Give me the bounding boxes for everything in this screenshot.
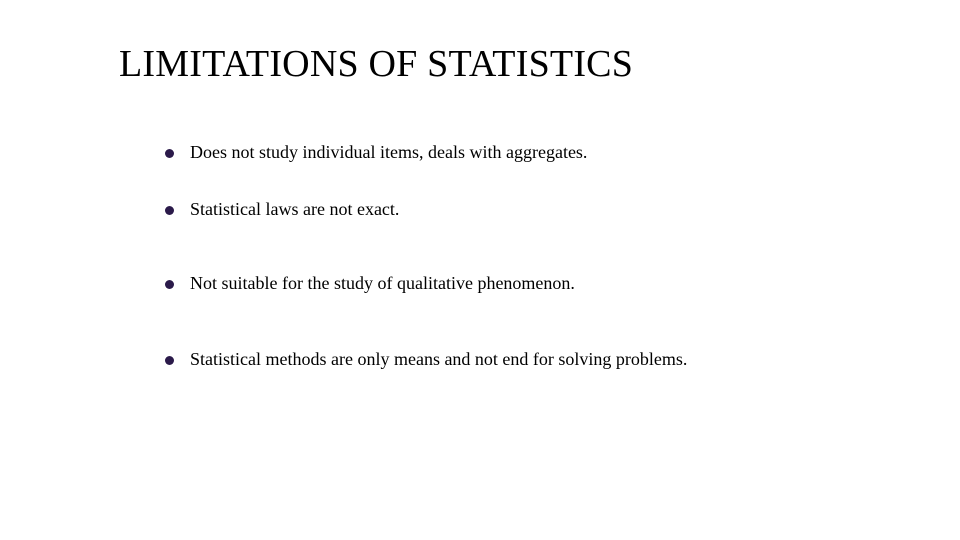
bullet-text: Does not study individual items, deals with aggregates. <box>190 142 588 162</box>
bullet-text: Not suitable for the study of qualitative phenomenon. <box>190 273 575 293</box>
bullet-text: Statistical laws are not exact. <box>190 199 400 219</box>
bullet-dot-icon <box>165 149 174 158</box>
bullet-dot-icon <box>165 206 174 215</box>
bullet-dot-icon <box>165 356 174 365</box>
bullet-text: Statistical methods are only means and not end for solving problems. <box>190 349 688 369</box>
slide-title: LIMITATIONS OF STATISTICS <box>119 43 634 85</box>
bullet-dot-icon <box>165 280 174 289</box>
